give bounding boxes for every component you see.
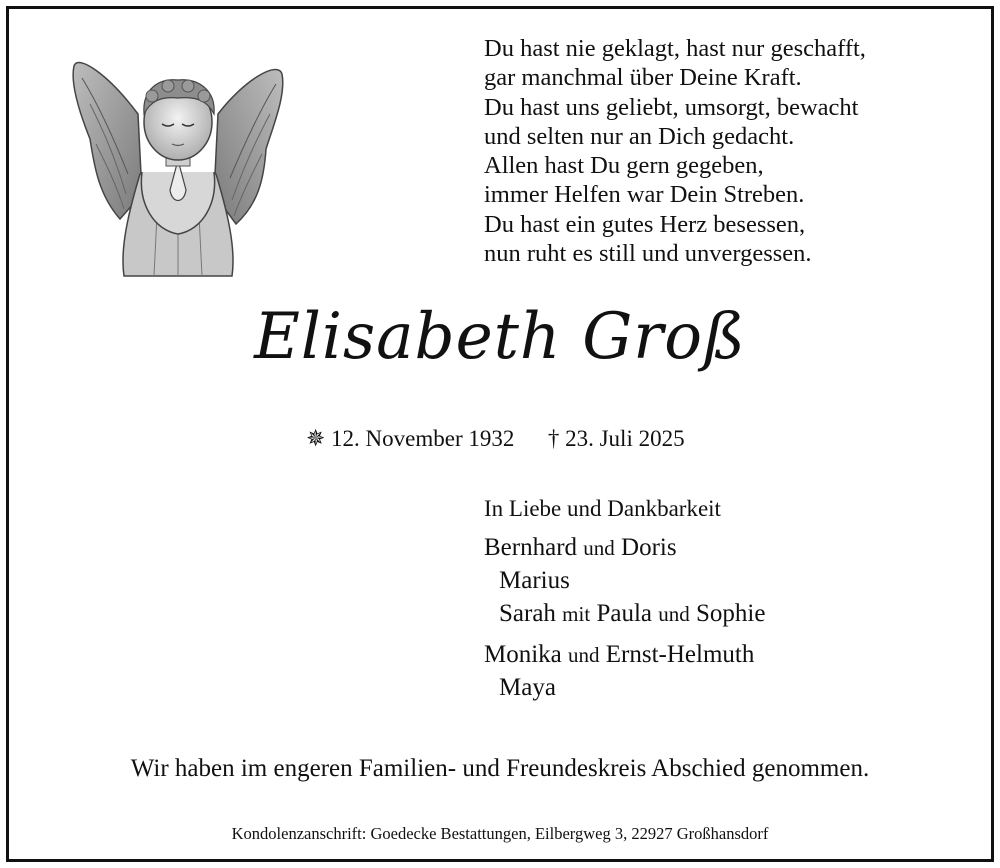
mourner-couple: [484, 641, 765, 674]
poem: [484, 34, 866, 268]
mourner-couple: [484, 534, 765, 567]
joiner: und: [583, 536, 615, 560]
life-dates: [306, 426, 685, 452]
mourner-name: Bernhard: [484, 534, 578, 561]
mourner-name: Maya: [499, 674, 556, 701]
mourner-name: Ernst-Helmuth: [605, 641, 755, 668]
mourner-name: Paula: [596, 600, 652, 627]
praying-angel-icon: [68, 44, 288, 280]
birth-date: 12. November 1932: [331, 426, 515, 451]
poem-line: und selten nur an Dich gedacht.: [484, 122, 795, 150]
deceased-name: Elisabeth Groß: [254, 300, 746, 374]
mourner-child: [484, 674, 765, 707]
mourner-name: Monika: [484, 641, 562, 668]
death-cross-icon: †: [547, 426, 560, 451]
dedication: In Liebe und Dankbarkeit: [484, 496, 721, 521]
joiner: und: [658, 602, 690, 626]
mourners-list: [484, 496, 765, 707]
mourner-child: [484, 600, 765, 633]
farewell-statement: Wir haben im engeren Familien- und Freundeskreis Abschied genommen.: [130, 755, 870, 782]
mourner-child: [484, 567, 765, 600]
mourner-name: Sarah: [499, 600, 556, 627]
mourner-name: Marius: [499, 567, 570, 594]
poem-line: nun ruht es still und unvergessen.: [484, 240, 812, 268]
condolence-address: Kondolenzanschrift: Goedecke Bestattungen, Eilbergweg 3, 22927 Großhansdorf: [231, 824, 769, 843]
mourner-name: Sophie: [695, 600, 766, 627]
joiner: mit: [562, 602, 591, 626]
poem-line: Du hast nie geklagt, hast nur geschafft,: [484, 35, 866, 62]
poem-line: Allen hast Du gern gegeben,: [484, 152, 764, 180]
mourner-name: Doris: [621, 534, 677, 561]
joiner: und: [568, 643, 600, 667]
poem-line: Du hast ein gutes Herz besessen,: [484, 210, 806, 238]
death-date: 23. Juli 2025: [565, 426, 685, 451]
poem-line: immer Helfen war Dein Streben.: [484, 181, 805, 209]
poem-line: gar manchmal über Deine Kraft.: [484, 64, 802, 92]
poem-line: Du hast uns geliebt, umsorgt, bewacht: [484, 93, 859, 121]
birth-star-icon: ✵: [306, 426, 326, 451]
